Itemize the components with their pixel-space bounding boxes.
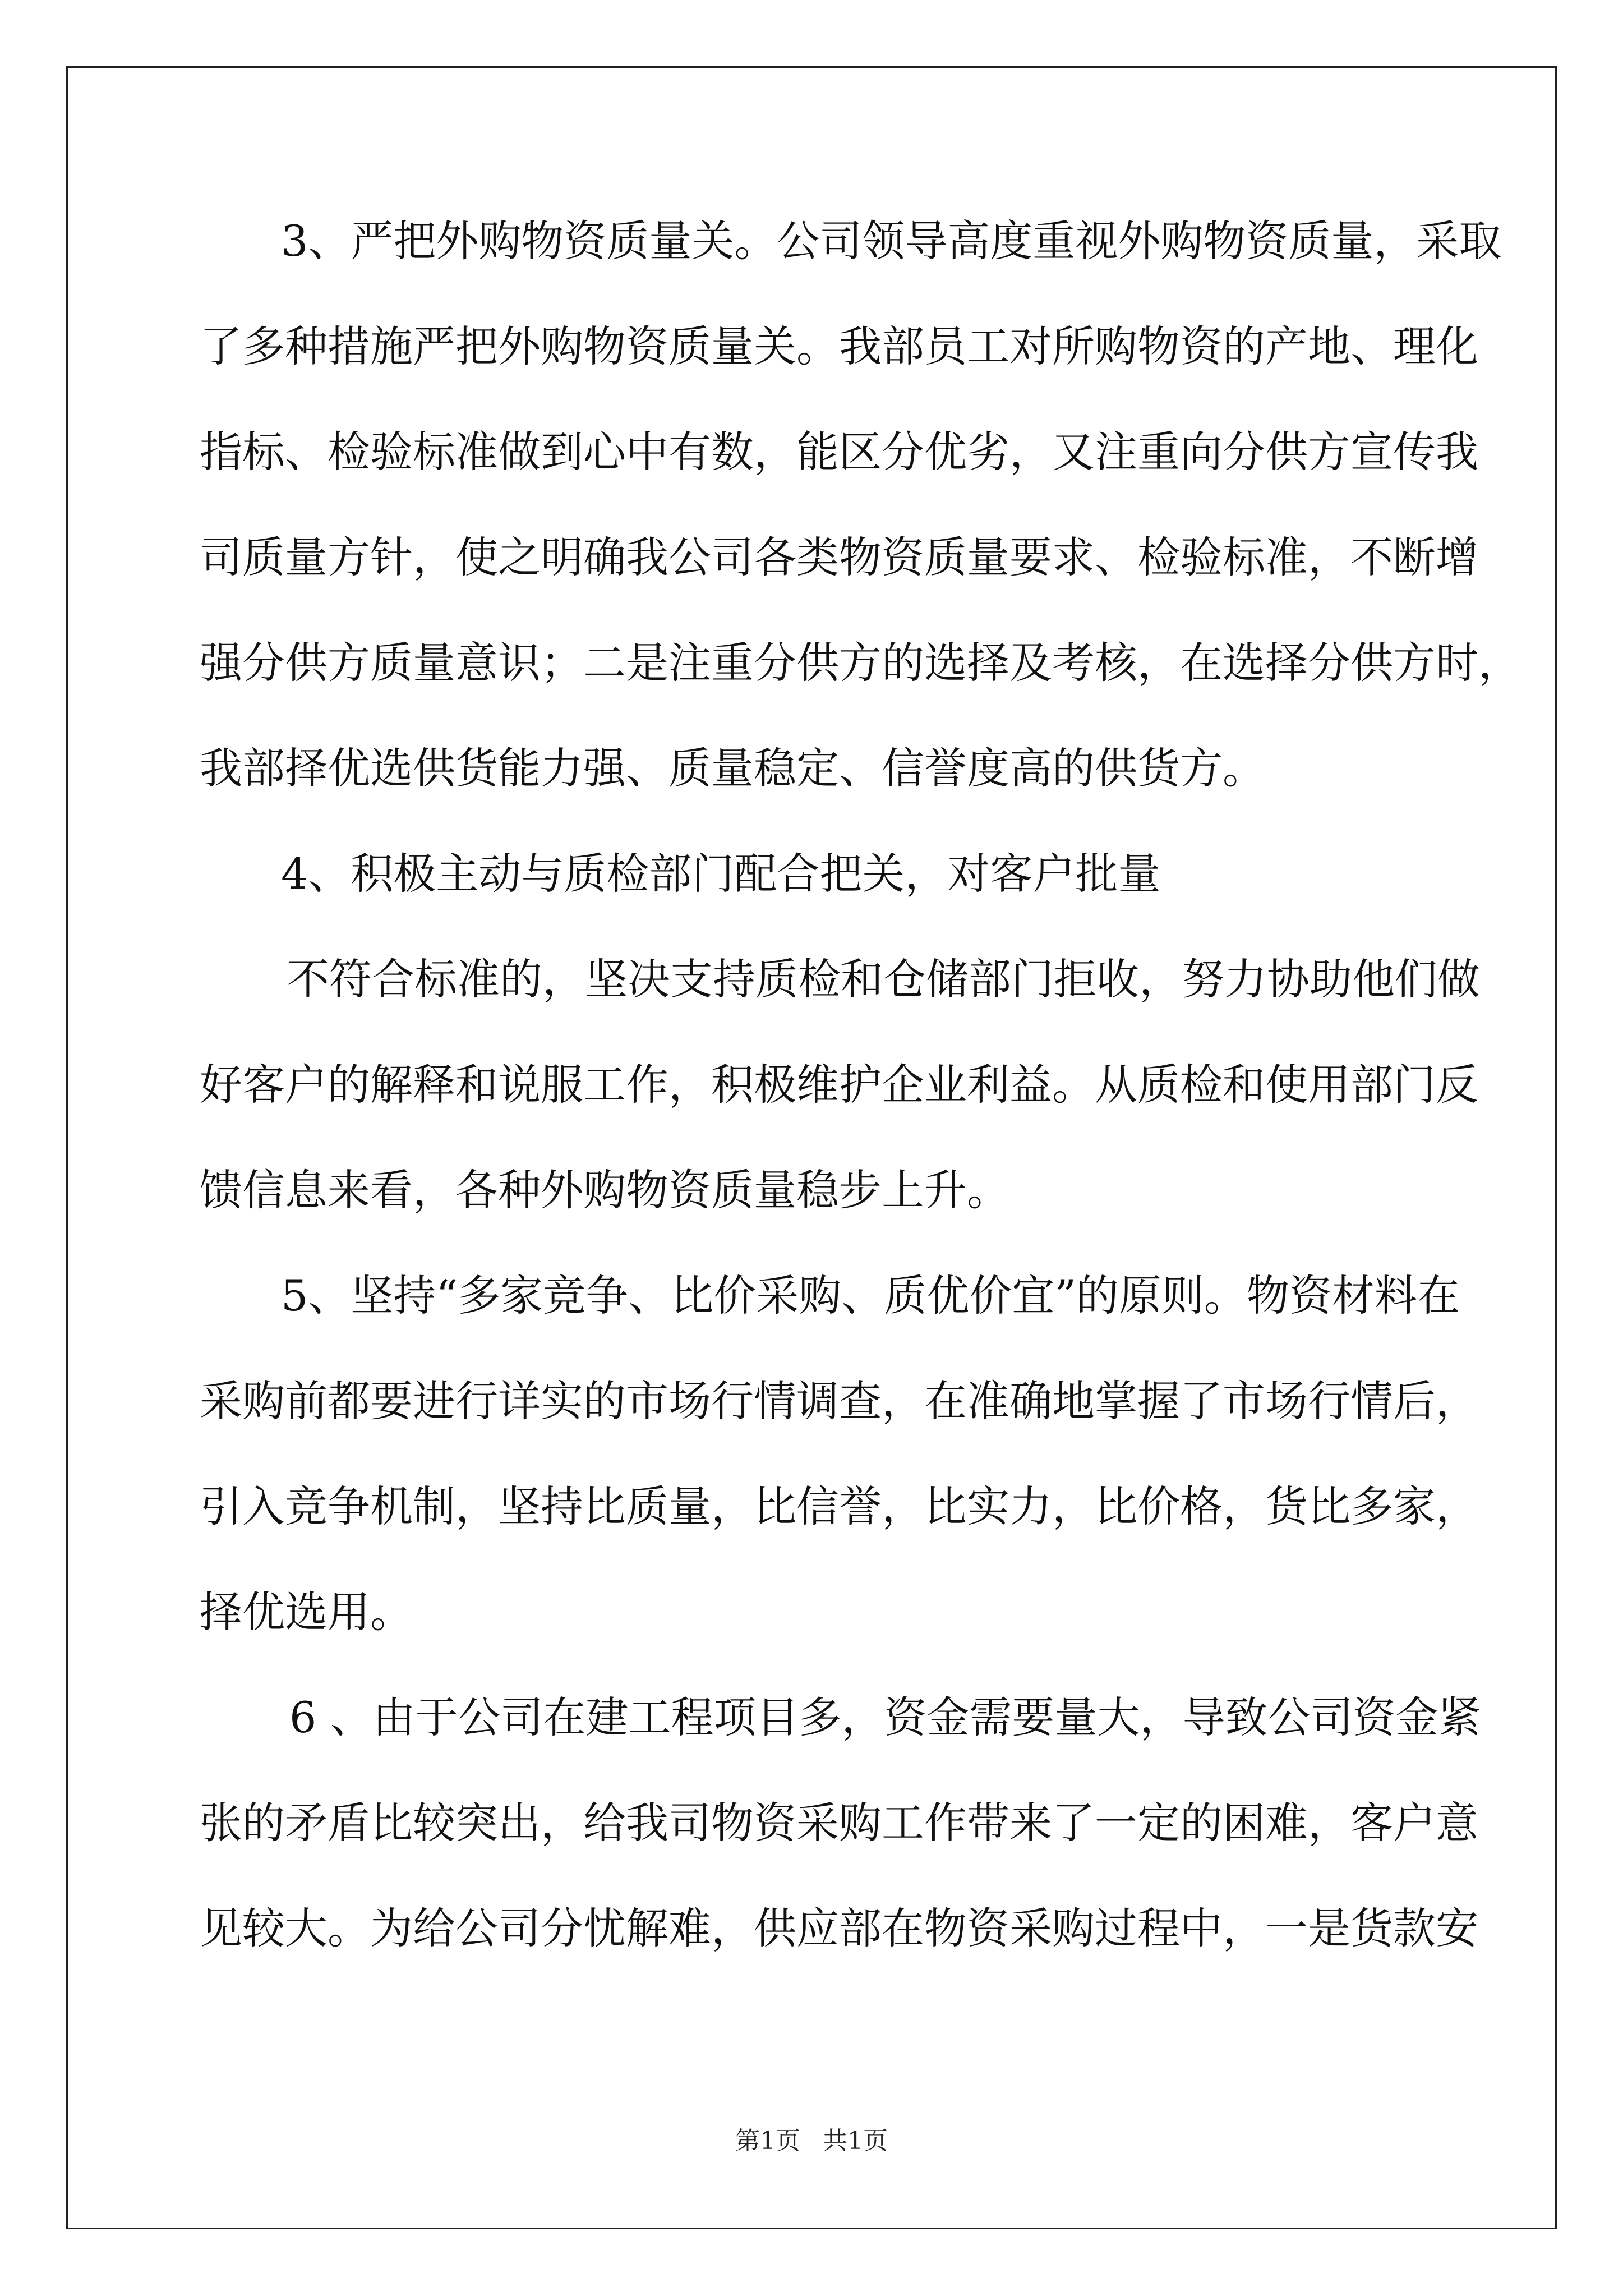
paragraph-line: 指标、检验标准做到心中有数，能区分优劣，又注重向分供方宣传我 [200, 427, 1478, 477]
page-number-total: 共1页 [823, 2127, 888, 2155]
page-footer [0, 2120, 1623, 2156]
paragraph-line: 好客户的解释和说服工作，积极维护企业利益。从质检和使用部门反 [200, 1060, 1478, 1110]
paragraph-line: 采购前都要进行详实的市场行情调查，在准确地掌握了市场行情后， [200, 1376, 1478, 1426]
paragraph-line: 择优选用。 [200, 1587, 413, 1637]
paragraph-line: 司质量方针，使之明确我公司各类物资质量要求、检验标准，不断增 [200, 532, 1478, 582]
paragraph-line: 3、严把外购物资质量关。公司领导高度重视外购物资质量，采取 [281, 216, 1502, 266]
page-number-current: 第1页 [735, 2127, 800, 2155]
paragraph-line: 我部择优选供货能力强、质量稳定、信誉度高的供货方。 [200, 743, 1265, 793]
paragraph-line: 馈信息来看，各种外购物资质量稳步上升。 [200, 1165, 1009, 1215]
paragraph-line: 强分供方质量意识；二是注重分供方的选择及考核，在选择分供方时， [200, 638, 1521, 688]
paragraph-line: 见较大。为给公司分忧解难，供应部在物资采购过程中，一是货款安 [200, 1903, 1478, 1953]
document-body [200, 213, 1521, 2006]
paragraph-line: 5、坚持“多家竞争、比价采购、质优价宜”的原则。物资材料在 [281, 1271, 1460, 1320]
paragraph-line: 张的矛盾比较突出，给我司物资采购工作带来了一定的困难，客户意 [200, 1798, 1478, 1848]
paragraph-line: 4、积极主动与质检部门配合把关，对客户批量 [281, 849, 1161, 899]
paragraph-line: 不符合标准的，坚决支持质检和仓储部门拒收，努力协助他们做 [287, 954, 1480, 1004]
paragraph-line: 6 、由于公司在建工程项目多，资金需要量大，导致公司资金紧 [289, 1692, 1481, 1742]
paragraph-line: 引入竞争机制，坚持比质量，比信誉，比实力，比价格，货比多家， [200, 1481, 1478, 1531]
paragraph-line: 了多种措施严把外购物资质量关。我部员工对所购物资的产地、理化 [200, 321, 1478, 371]
